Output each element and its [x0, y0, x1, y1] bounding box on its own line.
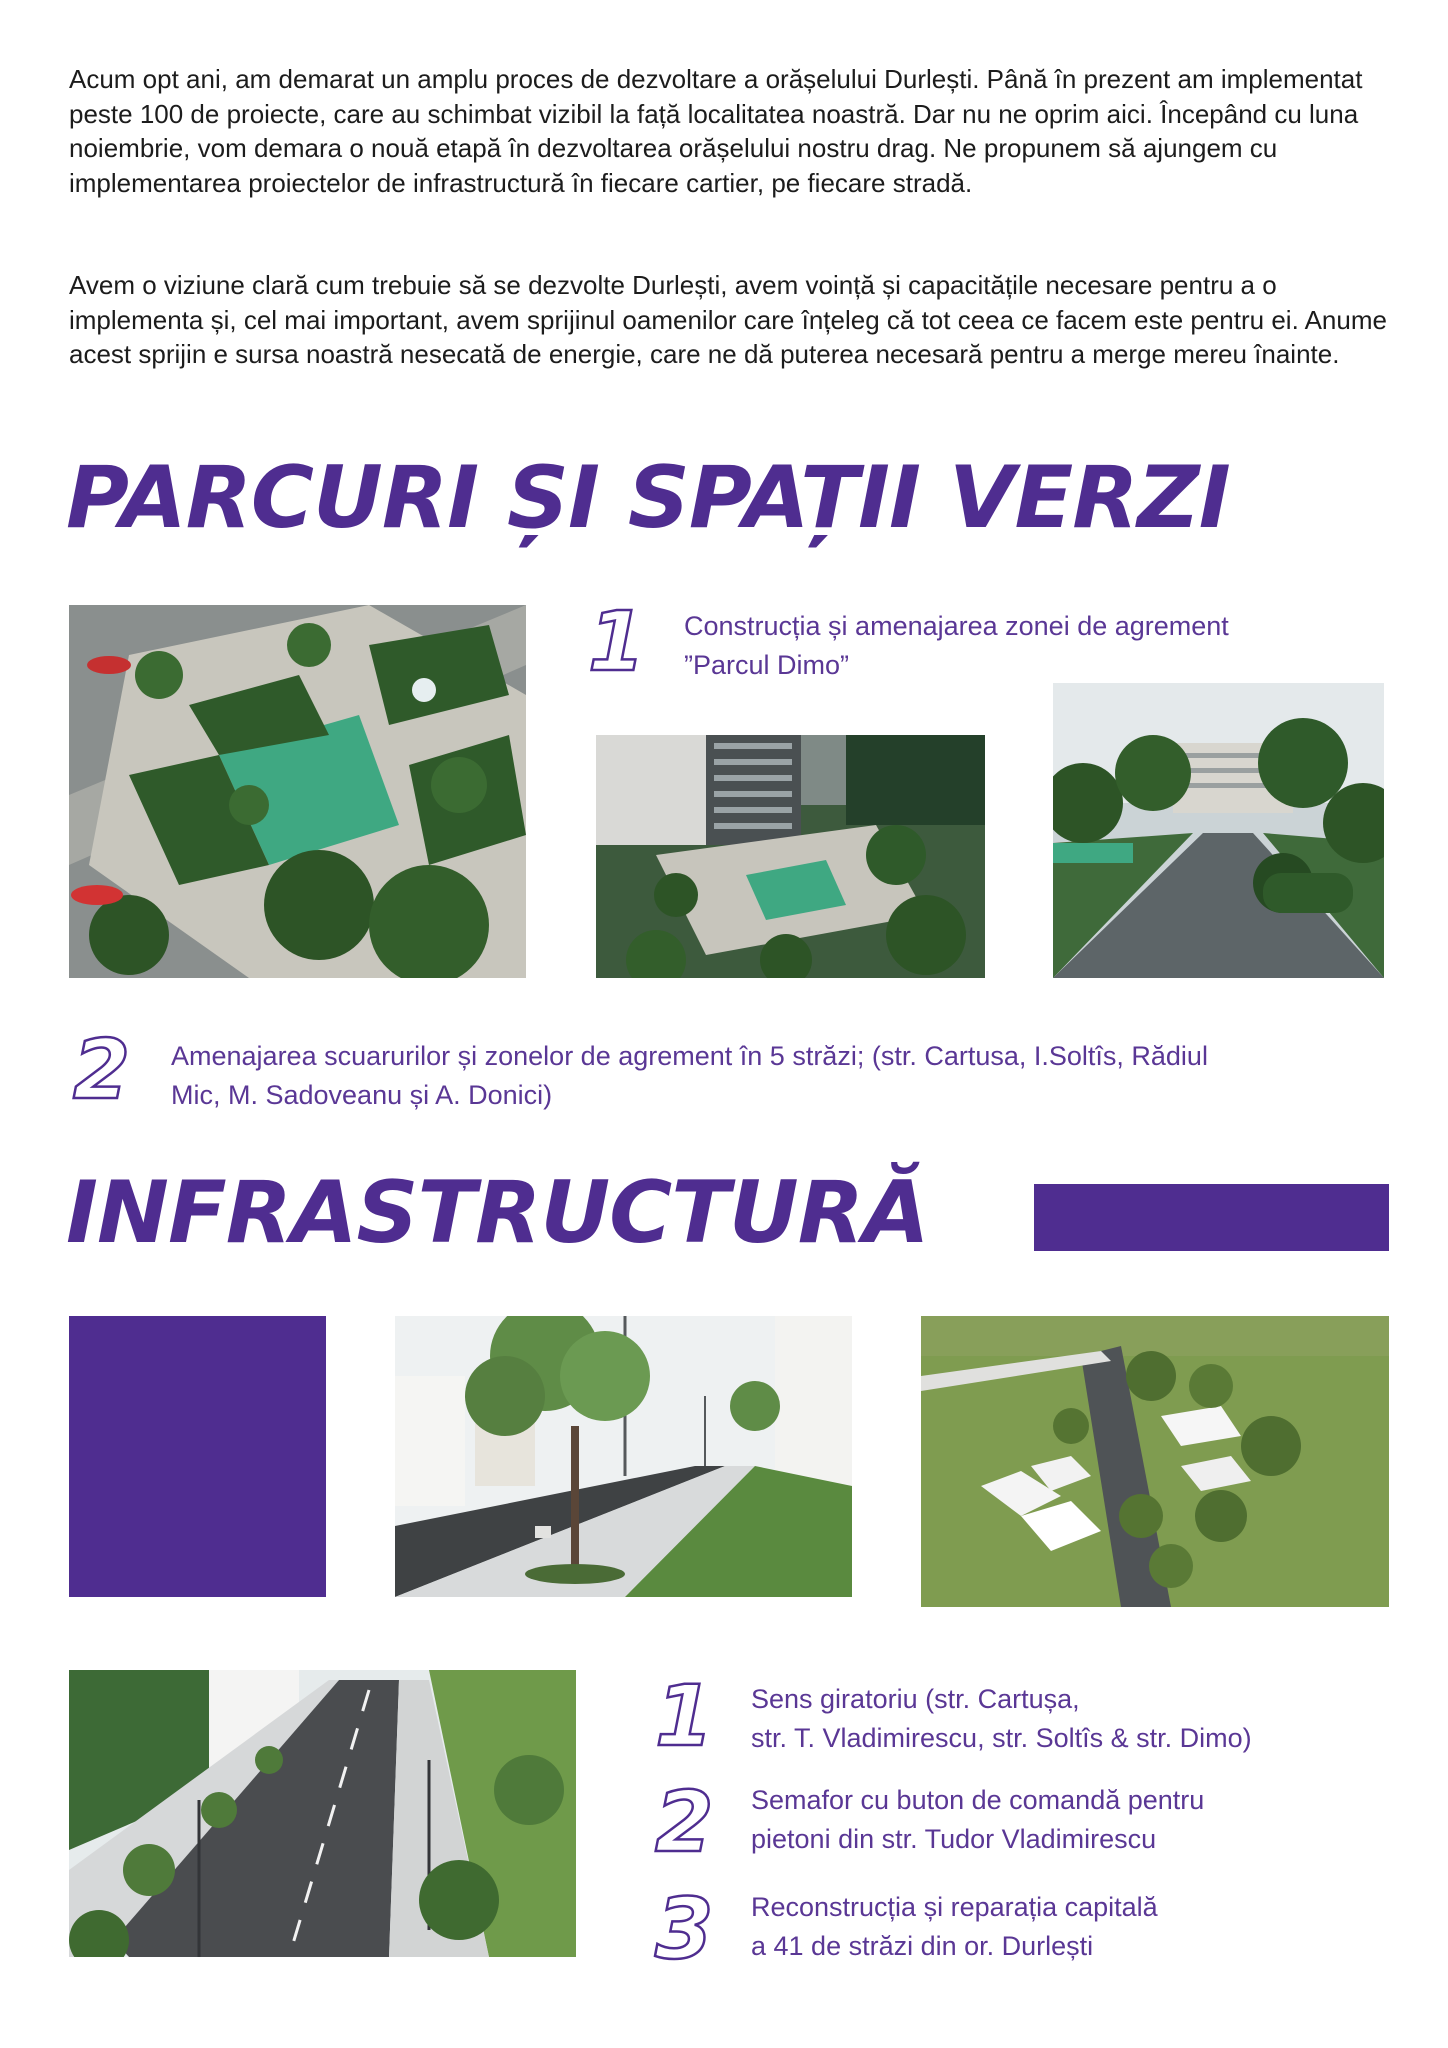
parks-item-1-line1: Construcția și amenajarea zonei de agrement: [684, 611, 1229, 641]
parks-item-1-line2: ”Parcul Dimo”: [684, 650, 850, 680]
infra-aerial-road-render-image: [921, 1316, 1389, 1607]
park-ground-view-render-image: [1053, 683, 1384, 978]
intro-paragraph-2: Avem o viziune clară cum trebuie să se dezvolte Durlești, avem voință și capacitățile necesare pentru a o implementa și, cel mai important, avem sprijinul oamenilor care înțeleg că tot ceea ce facem este pentru ei. Anume acest sprijin e sursa noastră nesecată de energie, care ne dă puterea necesară pentru a merge mereu înainte.: [69, 270, 1387, 369]
infra-item-1-line1: Sens giratoriu (str. Cartușa,: [751, 1684, 1080, 1714]
intro-paragraph-1: Acum opt ani, am demarat un amplu proces de dezvoltare a orășelului Durlești. Până în prezent am implementat peste 100 de proiecte, care au schimbat vizibil la față localitatea noastră. Dar nu ne oprim aici. Începând cu luna noiembrie, vom demara o nouă etapă în dezvoltarea orășelului nostru drag. Ne propunem să ajungem cu implementarea proiectelor de infrastructură în fiecare cartier, pe fiecare stradă.: [69, 64, 1363, 198]
infra-item-3-line2: a 41 de străzi din or. Durlești: [751, 1931, 1094, 1961]
infra-item-3-text: [751, 1888, 1391, 1966]
infra-item-1-number: 1: [655, 1667, 714, 1765]
infra-street-render-image: [395, 1316, 852, 1597]
infra-item-2-text: [751, 1781, 1391, 1859]
parks-item-2-line2: Mic, M. Sadoveanu și A. Donici): [171, 1080, 553, 1110]
park-aerial-render-image: [69, 605, 526, 978]
infra-item-3-number: 3: [655, 1880, 714, 1978]
infra-item-1-text: [751, 1680, 1391, 1758]
parks-item-2-text: [171, 1037, 1401, 1115]
infra-road-perspective-render-image: [69, 1670, 576, 1957]
infra-item-3-line1: Reconstrucția și reparația capitală: [751, 1892, 1158, 1922]
infra-item-2-line1: Semafor cu buton de comandă pentru: [751, 1785, 1205, 1815]
parks-item-1-text: [684, 607, 1384, 685]
infra-item-2-number: 2: [655, 1773, 714, 1871]
infra-item-2-line2: pietoni din str. Tudor Vladimirescu: [751, 1824, 1157, 1854]
infra-item-1-line2: str. T. Vladimirescu, str. Soltîs & str. Dimo): [751, 1723, 1252, 1753]
infra-heading: INFRASTRUCTURĂ: [66, 1163, 929, 1263]
infra-accent-block: [69, 1316, 326, 1597]
parks-item-2-line1: Amenajarea scuarurilor și zonelor de agrement în 5 străzi; (str. Cartusa, I.Soltîs, Rădiul: [171, 1041, 1208, 1071]
parks-heading: PARCURI ȘI SPAȚII VERZI: [66, 448, 1230, 548]
infra-heading-accent-bar: [1034, 1184, 1389, 1251]
parks-item-2-number: 2: [73, 1023, 131, 1118]
park-highrise-render-image: [596, 735, 985, 978]
parks-item-1-number: 1: [588, 595, 646, 690]
